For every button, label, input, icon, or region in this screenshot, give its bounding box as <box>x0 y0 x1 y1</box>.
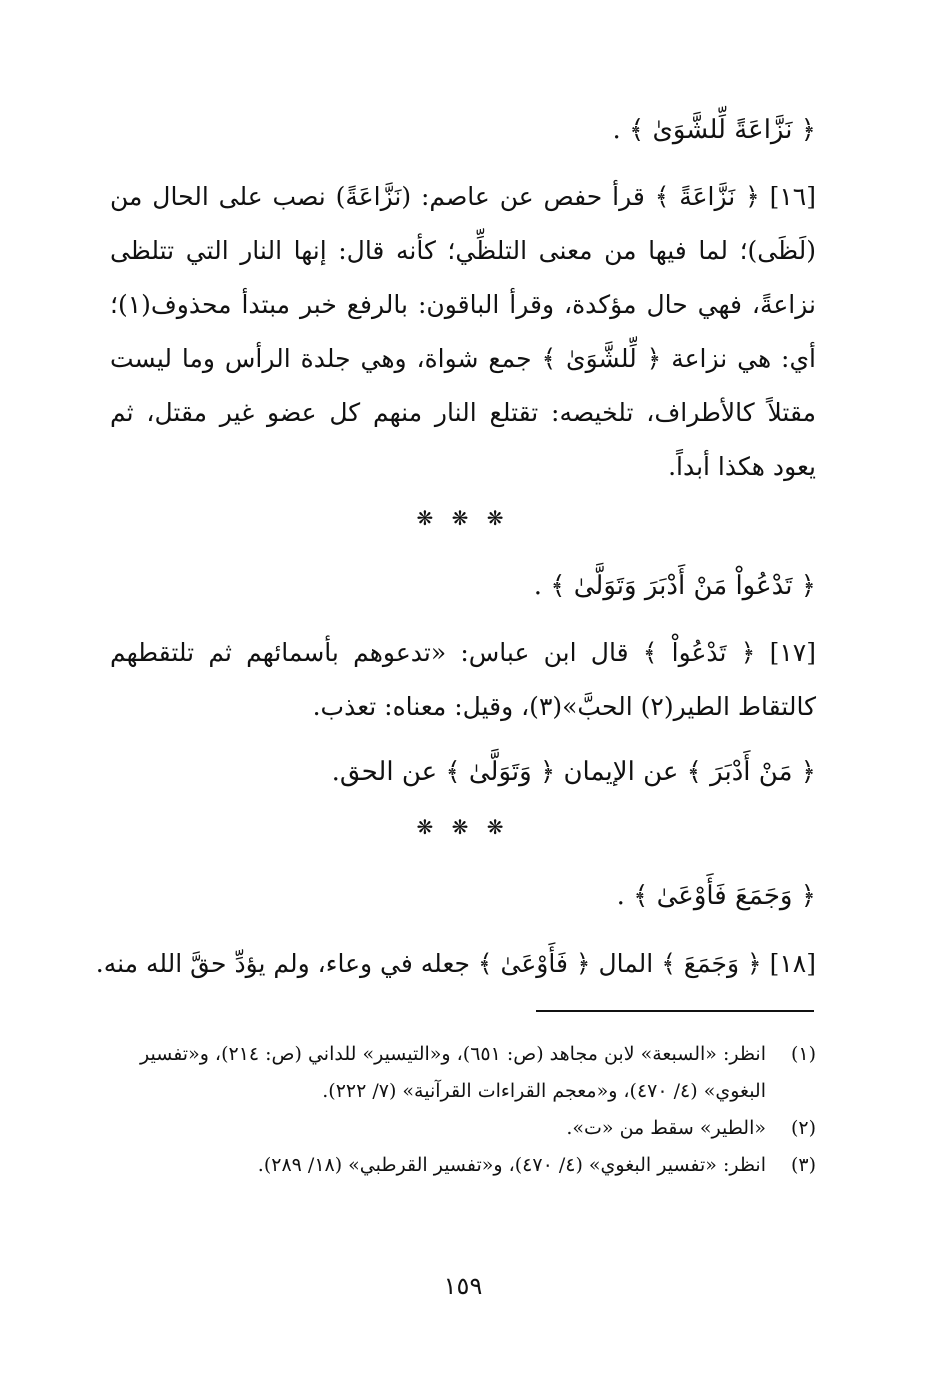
footnote-number: (١) <box>790 1043 816 1065</box>
commentary-17-continued: ﴿ مَنْ أَدْبَرَ ﴾ عن الإيمان ﴿ وَتَوَلَّىٰ ﴾ عن الحق. <box>331 757 816 787</box>
verse-17: ﴿ تَدْعُواْ مَنْ أَدْبَرَ وَتَوَلَّىٰ ﴾ . <box>533 571 816 601</box>
commentary-16 <box>110 170 816 494</box>
footnote-text: انظر: «السبعة» لابن مجاهد (ص: ٦٥١)، و«التيسير» للداني (ص: ٢١٤)، و«تفسير البغوي» (٤/ ٤٧٠)، و«معجم القراءات القرآنية» (٧/ ٢٢٢). <box>140 1043 766 1102</box>
verse-16: ﴿ نَزَّاعَةً لِّلشَّوَىٰ ﴾ . <box>612 115 816 145</box>
footnotes <box>110 1036 816 1184</box>
footnote-text: «الطير» سقط من «ت». <box>566 1117 766 1139</box>
footnote-number: (٣) <box>790 1154 816 1176</box>
page-number: ١٥٩ <box>443 1272 483 1300</box>
section-divider-stars: ❋ ❋ ❋ <box>416 506 510 530</box>
footnote-separator <box>536 1010 814 1012</box>
commentary-17-text: [١٧] ﴿ تَدْعُواْ ﴾ قال ابن عباس: «تدعوهم بأسمائهم ثم تلتقطهم كالتقاط الطير(٢) الحبَّ»(٣)، وقيل: معناه: تعذب. <box>110 638 816 721</box>
footnote-text: انظر: «تفسير البغوي» (٤/ ٤٧٠)، و«تفسير القرطبي» (١٨/ ٢٨٩). <box>257 1154 766 1176</box>
footnote-2 <box>110 1110 816 1147</box>
footnote-number: (٢) <box>790 1117 816 1139</box>
commentary-17 <box>110 626 816 734</box>
footnote-3 <box>110 1147 816 1184</box>
commentary-16-text: [١٦] ﴿ نَزَّاعَةً ﴾ قرأ حفص عن عاصم: (نَزَّاعَةً) نصب على الحال من (لَظَى)؛ لما فيها من معنى التلظِّي؛ كأنه قال: إنها النار التي تتلظى نزاعةً، فهي حال مؤكدة، وقرأ الباقون: بالرفع خبر مبتدأ محذوف(١)؛ أي: هي نزاعة ﴿ لِّلشَّوَىٰ ﴾ جمع شواة، وهي جلدة الرأس وما ليست مقتلاً كالأطراف، تلخيصه: تقتلع النار منهم كل عضو غير مقتل، ثم يعود هكذا أبداً. <box>110 182 816 481</box>
footnote-1 <box>110 1036 816 1110</box>
commentary-18: [١٨] ﴿ وَجَمَعَ ﴾ المال ﴿ فَأَوْعَىٰ ﴾ جعله في وعاء، ولم يؤدِّ حقَّ الله منه. <box>95 949 816 978</box>
section-divider-stars: ❋ ❋ ❋ <box>416 815 510 839</box>
verse-18: ﴿ وَجَمَعَ فَأَوْعَىٰ ﴾ . <box>616 881 816 911</box>
